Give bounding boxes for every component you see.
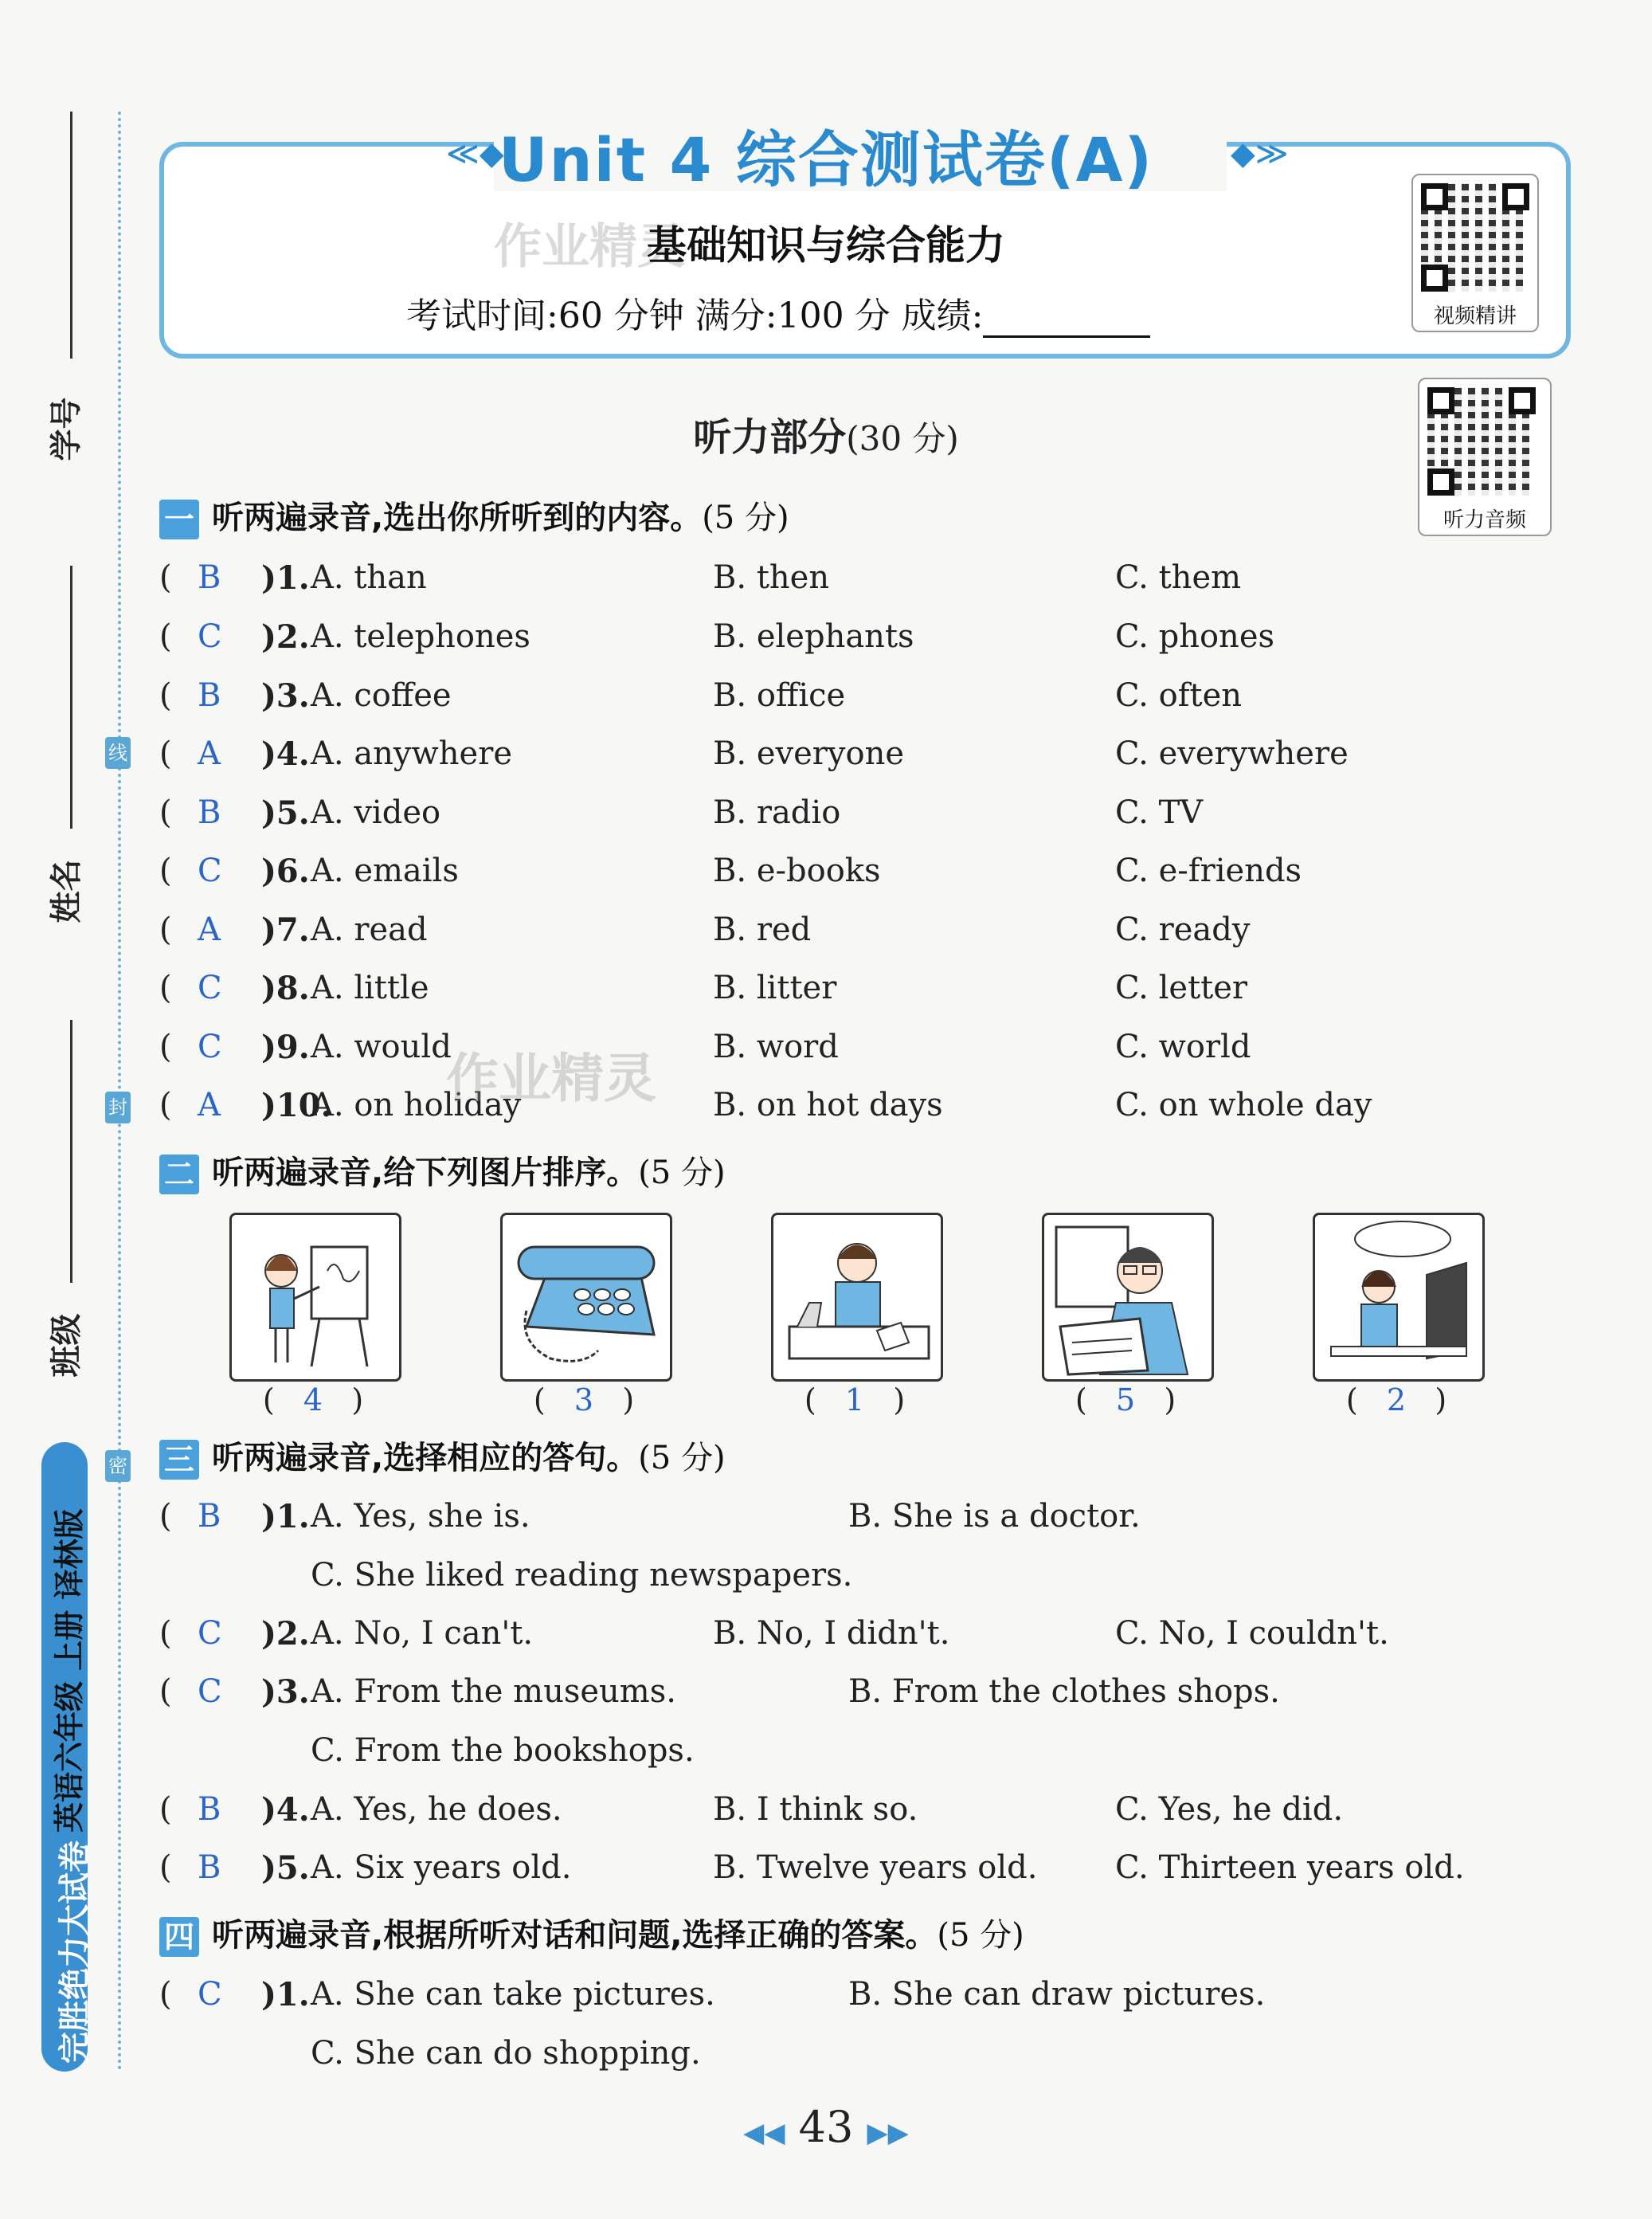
option-c: C. phones [1115, 618, 1275, 655]
order-number: 2 [1386, 1382, 1407, 1417]
paren-open: ( [159, 970, 172, 1006]
option-b: B. everyone [713, 735, 904, 772]
answer-letter: C [198, 853, 222, 889]
option-b: B. She is a doctor. [848, 1498, 1141, 1535]
question-number: )3. [261, 677, 310, 715]
question-row [159, 1849, 1577, 1897]
boy-writing-letter-icon [773, 1215, 941, 1379]
prev-arrow-icon: ◀◀ [743, 2117, 785, 2149]
paren-open: ( [159, 1615, 172, 1652]
option-b: B. I think so. [713, 1791, 918, 1828]
picture-order-answer: ( 4 ) [262, 1382, 364, 1417]
section4-number: 四 [159, 1917, 199, 1957]
listening-title [0, 406, 1652, 461]
page-number [0, 2102, 1652, 2152]
paren-open: ( [159, 1976, 172, 2013]
answer-letter: C [198, 618, 222, 655]
paren-open: ( [159, 1673, 172, 1710]
question-number: )6. [261, 853, 310, 890]
listening-title-text: 听力部分 [693, 415, 847, 460]
option-b: B. then [713, 559, 830, 596]
option-a: A. on holiday [311, 1087, 522, 1123]
question-row [159, 618, 1577, 666]
question-number: )1. [261, 559, 310, 597]
option-b: B. No, I didn't. [713, 1615, 950, 1652]
picture-order-answer: ( 3 ) [533, 1382, 635, 1417]
option-c: C. No, I couldn't. [1115, 1615, 1389, 1652]
option-a: A. would [311, 1029, 452, 1065]
class-label: 班级 [48, 1313, 85, 1378]
option-b: B. on hot days [713, 1087, 943, 1123]
option-a: A. She can take pictures. [311, 1976, 715, 2013]
option-a: A. No, I can't. [311, 1615, 534, 1652]
qr-audio-label: 听力音频 [1443, 508, 1526, 532]
man-reading-newspaper-icon [1044, 1215, 1212, 1379]
answer-letter: B [198, 1849, 221, 1886]
binding-tag-line: 线 [105, 737, 131, 769]
binding-tag-secret: 密 [105, 1450, 131, 1482]
question-row [159, 559, 1577, 607]
page-subtitle: 基础知识与综合能力 [647, 222, 1005, 269]
telephone-icon [503, 1215, 670, 1379]
order-number: 5 [1115, 1382, 1136, 1417]
qr-corner-icon [1421, 183, 1448, 210]
option-c: C. them [1115, 559, 1242, 596]
option-a: A. coffee [311, 677, 452, 714]
option-b: B. She can draw pictures. [848, 1976, 1266, 2013]
option-c: C. often [1115, 677, 1243, 714]
option-a: A. anywhere [311, 735, 512, 772]
answer-letter: A [198, 1087, 221, 1123]
question-row [159, 794, 1577, 842]
option-b: B. radio [713, 794, 841, 831]
answer-letter: A [198, 912, 221, 948]
paren-open: ( [159, 1029, 172, 1065]
qr-video-label: 视频精讲 [1433, 304, 1517, 328]
option-a: A. Yes, she is. [311, 1498, 530, 1535]
paren-open: ( [159, 794, 172, 831]
paren-open: ( [159, 1791, 172, 1828]
question-number: )3. [261, 1673, 310, 1711]
picture-boy-writing-letter [771, 1213, 943, 1382]
option-c: C. Thirteen years old. [1115, 1849, 1465, 1886]
option-c: C. letter [1115, 970, 1248, 1006]
question-number: )2. [261, 1615, 310, 1652]
paren-open: ( [159, 853, 172, 889]
order-number: 3 [574, 1382, 594, 1417]
watermark-top: 作业精灵 [494, 219, 685, 275]
option-c: C. Yes, he did. [1115, 1791, 1344, 1828]
answer-letter: C [198, 1029, 222, 1065]
paren-open: ( [159, 677, 172, 714]
section2-heading [159, 1147, 726, 1194]
option-b: B. Twelve years old. [713, 1849, 1038, 1886]
option-b: B. red [713, 912, 812, 948]
name-label: 姓名 [48, 859, 85, 923]
section2-score: (5 分) [638, 1155, 726, 1191]
paren-open: ( [159, 1087, 172, 1123]
order-number: 4 [303, 1382, 323, 1417]
question-number: )1. [261, 1976, 310, 2013]
girl-at-computer-icon [1315, 1215, 1482, 1379]
section2-number: 二 [159, 1155, 199, 1194]
exam-info [406, 287, 1150, 338]
option-b: B. word [713, 1029, 839, 1065]
section2-title: 听两遍录音,给下列图片排序。 [212, 1155, 639, 1191]
question-number: )5. [261, 1849, 310, 1887]
option-a: A. telephones [311, 618, 530, 655]
paren-open: ( [159, 912, 172, 948]
score-blank [983, 304, 1150, 338]
option-c: C. world [1115, 1029, 1251, 1065]
section4-heading [159, 1910, 1024, 1957]
answer-letter: B [198, 559, 221, 596]
option-c: C. She liked reading newspapers. [311, 1557, 853, 1594]
section3-score: (5 分) [638, 1440, 726, 1476]
question-row [159, 1615, 1577, 1663]
option-a: A. From the museums. [311, 1673, 676, 1710]
qr-corner-icon [1427, 468, 1454, 496]
question-row [159, 970, 1577, 1017]
paren-open: ( [159, 1498, 172, 1535]
section1-number: 一 [159, 500, 199, 539]
question-number: )4. [261, 1791, 310, 1829]
question-number: )7. [261, 912, 310, 949]
question-row [159, 1498, 1577, 1594]
option-a: A. read [311, 912, 428, 948]
option-a: A. video [311, 794, 441, 831]
option-a: A. little [311, 970, 429, 1006]
paren-open: ( [159, 1849, 172, 1886]
picture-telephone [500, 1213, 672, 1382]
question-row [159, 853, 1577, 900]
answer-letter: C [198, 1673, 222, 1710]
option-a: A. Yes, he does. [311, 1791, 562, 1828]
section3-number: 三 [159, 1440, 199, 1480]
option-c: C. ready [1115, 912, 1251, 948]
book-series-text: 完胜绝力大试卷 [57, 1841, 93, 2064]
class-line [70, 1020, 72, 1283]
section1-score: (5 分) [702, 500, 789, 536]
paren-open: ( [159, 618, 172, 655]
picture-girl-drawing [229, 1213, 401, 1382]
question-row [159, 912, 1577, 959]
option-b: B. e-books [713, 853, 881, 889]
paren-open: ( [159, 559, 172, 596]
option-a: A. emails [311, 853, 459, 889]
order-number: 1 [844, 1382, 865, 1417]
section4-score: (5 分) [937, 1917, 1024, 1954]
picture-girl-at-computer [1313, 1213, 1485, 1382]
paren-open: ( [159, 735, 172, 772]
answer-letter: C [198, 1615, 222, 1652]
question-number: )9. [261, 1029, 310, 1066]
option-b: B. litter [713, 970, 837, 1006]
girl-drawing-icon [232, 1215, 399, 1379]
section4-title: 听两遍录音,根据所听对话和问题,选择正确的答案。 [212, 1917, 938, 1954]
picture-order-answer: ( 5 ) [1075, 1382, 1176, 1417]
title-arrow-left-icon: ≪◆ [446, 135, 504, 172]
option-a: A. than [311, 559, 427, 596]
option-c: C. everywhere [1115, 735, 1349, 772]
page-number-text: 43 [798, 2102, 854, 2152]
section1-title: 听两遍录音,选出你所听到的内容。 [212, 500, 703, 536]
watermark-middle: 作业精灵 [446, 1048, 656, 1109]
section1-heading [159, 492, 789, 539]
question-row [159, 1976, 1577, 2072]
question-number: )8. [261, 970, 310, 1007]
answer-letter: B [198, 677, 221, 714]
answer-letter: A [198, 735, 221, 772]
answer-letter: C [198, 1976, 222, 2013]
option-b: B. elephants [713, 618, 914, 655]
option-c: C. She can do shopping. [311, 2035, 701, 2072]
page-title: Unit 4 综合测试卷(A) [498, 124, 1154, 195]
qr-corner-icon [1421, 265, 1448, 292]
question-number: )4. [261, 735, 310, 773]
question-number: )1. [261, 1498, 310, 1535]
section3-heading [159, 1433, 726, 1480]
answer-letter: C [198, 970, 222, 1006]
option-c: C. From the bookshops. [311, 1732, 695, 1769]
section3-title: 听两遍录音,选择相应的答句。 [212, 1440, 639, 1476]
option-a: A. Six years old. [311, 1849, 572, 1886]
picture-man-reading-newspaper [1042, 1213, 1214, 1382]
exam-info-text: 考试时间:60 分钟 满分:100 分 成绩: [406, 296, 984, 336]
question-row [159, 1791, 1577, 1839]
option-b: B. From the clothes shops. [848, 1673, 1280, 1710]
question-row [159, 1673, 1577, 1769]
student-id-label: 学号 [48, 397, 85, 461]
answer-letter: B [198, 1791, 221, 1828]
name-line [70, 566, 72, 829]
question-row [159, 735, 1577, 783]
option-c: C. TV [1115, 794, 1204, 831]
question-number: )2. [261, 618, 310, 656]
option-c: C. e-friends [1115, 853, 1302, 889]
option-b: B. office [713, 677, 846, 714]
question-number: )10. [261, 1087, 332, 1124]
question-number: )5. [261, 794, 310, 832]
option-c: C. on whole day [1115, 1087, 1372, 1123]
title-arrow-right-icon: ◆≫ [1231, 135, 1289, 172]
qr-corner-icon [1502, 183, 1529, 210]
qr-video[interactable] [1411, 174, 1539, 332]
book-info-text: 英语六年级 上册 译林版 [52, 1508, 87, 1833]
picture-order-answer: ( 2 ) [1345, 1382, 1447, 1417]
question-row [159, 1029, 1577, 1076]
binding-tag-seal: 封 [105, 1092, 131, 1123]
answer-letter: B [198, 1498, 221, 1535]
picture-order-answer: ( 1 ) [804, 1382, 906, 1417]
question-row [159, 677, 1577, 725]
listening-score: (30 分) [846, 419, 959, 458]
question-row [159, 1087, 1577, 1135]
answer-letter: B [198, 794, 221, 831]
next-arrow-icon: ▶▶ [867, 2117, 909, 2149]
